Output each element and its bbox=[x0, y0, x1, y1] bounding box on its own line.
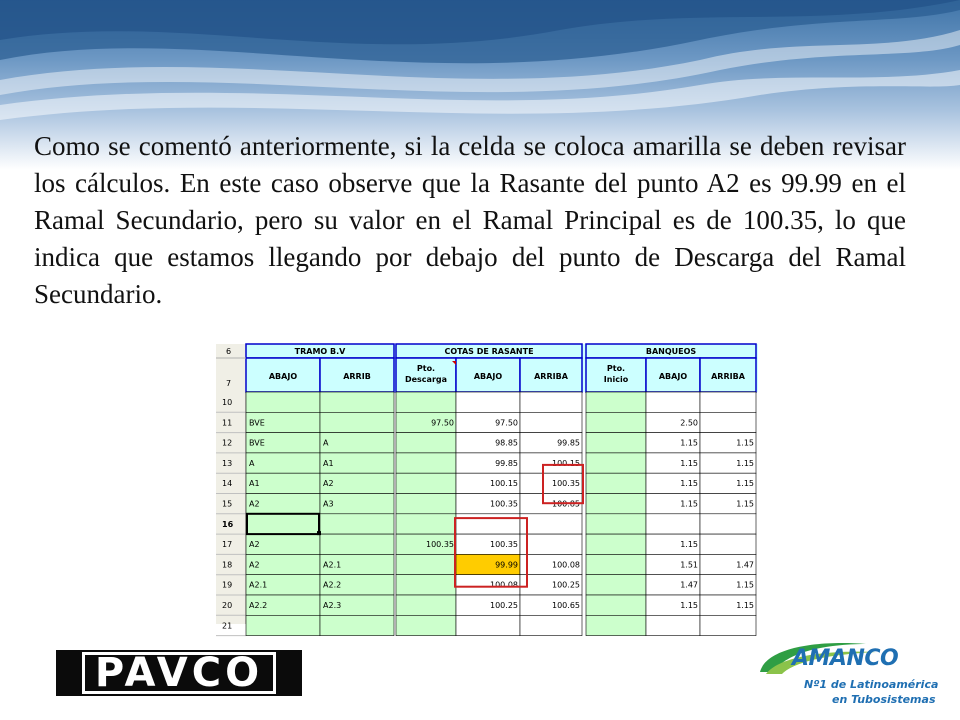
cell-value: A2 bbox=[249, 499, 260, 509]
spreadsheet-grid bbox=[216, 344, 758, 631]
table-cell bbox=[396, 453, 456, 473]
table-cell bbox=[520, 514, 582, 534]
header-label: Descarga bbox=[404, 375, 448, 384]
cell-value: A1 bbox=[323, 458, 334, 468]
row-number: 15 bbox=[222, 499, 233, 509]
table-cell bbox=[520, 392, 582, 412]
cell-value: 100.15 bbox=[552, 458, 580, 468]
cell-value: A2.1 bbox=[249, 580, 268, 590]
header-label: Pto. bbox=[416, 364, 436, 373]
cell-value: 1.15 bbox=[680, 601, 698, 610]
table-cell bbox=[520, 534, 582, 554]
table-cell bbox=[586, 615, 646, 635]
table-cell bbox=[586, 473, 646, 493]
table-cell bbox=[520, 615, 582, 635]
header-label: ARRIBA bbox=[534, 372, 568, 381]
header-group-label: TRAMO B.V bbox=[294, 347, 346, 356]
row-number: 17 bbox=[222, 540, 233, 550]
cell-value: 1.15 bbox=[736, 479, 754, 489]
row-number: 19 bbox=[222, 580, 233, 590]
cell-value: 1.15 bbox=[680, 438, 698, 448]
pavco-logo bbox=[56, 650, 302, 696]
table-cell bbox=[320, 534, 394, 554]
header-group-label: BANQUEOS bbox=[645, 347, 697, 356]
cell-value: A2 bbox=[323, 479, 334, 489]
cell-value: 1.15 bbox=[680, 458, 698, 468]
table-cell bbox=[246, 392, 320, 412]
cell-value: 100.85 bbox=[552, 499, 580, 509]
row-number: 16 bbox=[222, 519, 234, 529]
cell-value: 100.35 bbox=[426, 540, 454, 550]
cell-value: A2.2 bbox=[323, 580, 342, 590]
cell-value: 1.15 bbox=[736, 580, 754, 590]
table-cell bbox=[320, 514, 394, 534]
cell-value: 99.99 bbox=[495, 560, 518, 570]
table-cell bbox=[456, 615, 520, 635]
table-cell bbox=[700, 534, 756, 554]
amanco-tagline-1: Nº1 de Latinoamérica bbox=[804, 678, 939, 691]
cell-value: 100.08 bbox=[552, 560, 580, 570]
cell-value: A2.1 bbox=[323, 560, 342, 570]
cell-value: 1.15 bbox=[680, 499, 698, 509]
header-group-label: COTAS DE RASANTE bbox=[444, 347, 534, 356]
table-cell bbox=[396, 473, 456, 493]
fill-handle-icon bbox=[317, 531, 321, 535]
row-number: 20 bbox=[222, 601, 233, 610]
table-cell bbox=[320, 615, 394, 635]
table-cell bbox=[700, 412, 756, 432]
table-cell bbox=[396, 494, 456, 514]
table-cell bbox=[586, 534, 646, 554]
amanco-tagline-2: en Tubosistemas bbox=[832, 693, 936, 706]
table-cell bbox=[396, 554, 456, 574]
header-label: Pto. bbox=[606, 364, 626, 373]
table-cell bbox=[700, 615, 756, 635]
table-cell bbox=[586, 494, 646, 514]
table-cell bbox=[646, 392, 700, 412]
cell-value: 100.35 bbox=[490, 499, 518, 509]
row-number: 18 bbox=[222, 560, 233, 570]
cell-value: A bbox=[249, 458, 255, 468]
table-cell bbox=[396, 433, 456, 453]
header-label: ARRIBA bbox=[711, 372, 745, 381]
header-label: ARRIB bbox=[343, 372, 371, 381]
table-cell bbox=[586, 453, 646, 473]
table-cell bbox=[700, 392, 756, 412]
row-number: 10 bbox=[222, 398, 233, 407]
cell-value: 1.15 bbox=[680, 479, 698, 489]
cell-value: 100.15 bbox=[490, 479, 518, 489]
cell-value: 97.50 bbox=[495, 418, 518, 428]
cell-value: 1.15 bbox=[736, 438, 754, 448]
spreadsheet-screenshot bbox=[216, 344, 758, 631]
cell-value: 1.15 bbox=[680, 540, 698, 550]
table-cell bbox=[246, 514, 320, 534]
amanco-logo bbox=[756, 638, 946, 718]
cell-value: 1.47 bbox=[736, 560, 754, 570]
table-cell bbox=[586, 412, 646, 432]
table-cell bbox=[456, 392, 520, 412]
table-cell bbox=[520, 412, 582, 432]
cell-value: BVE bbox=[249, 418, 265, 428]
table-cell bbox=[586, 595, 646, 615]
cell-value: 100.35 bbox=[552, 479, 580, 489]
cell-value: A2.3 bbox=[323, 601, 342, 610]
cell-value: 97.50 bbox=[431, 418, 454, 428]
cell-value: 100.25 bbox=[552, 580, 580, 590]
cell-value: A1 bbox=[249, 479, 260, 489]
table-cell bbox=[646, 615, 700, 635]
table-cell bbox=[396, 575, 456, 595]
header-label: Inicio bbox=[603, 375, 629, 384]
table-cell bbox=[646, 514, 700, 534]
cell-value: 100.25 bbox=[490, 601, 518, 610]
row-number: 13 bbox=[222, 458, 233, 468]
row-number: 14 bbox=[222, 479, 233, 489]
cell-value: 99.85 bbox=[557, 438, 580, 448]
cell-value: A2 bbox=[249, 540, 260, 550]
table-cell bbox=[586, 433, 646, 453]
cell-value: 1.15 bbox=[736, 601, 754, 610]
table-cell bbox=[586, 392, 646, 412]
row-number: 7 bbox=[226, 379, 232, 388]
amanco-logo-text: AMANCO bbox=[792, 646, 899, 671]
table-cell bbox=[320, 433, 394, 453]
table-cell bbox=[586, 554, 646, 574]
table-cell bbox=[586, 514, 646, 534]
table-cell bbox=[396, 514, 456, 534]
row-number: 21 bbox=[222, 621, 233, 631]
row-number: 12 bbox=[222, 438, 233, 448]
pavco-logo-text: PAVCO bbox=[82, 652, 276, 694]
table-cell bbox=[320, 392, 394, 412]
table-cell bbox=[586, 575, 646, 595]
row-number: 11 bbox=[222, 418, 233, 428]
table-cell bbox=[396, 392, 456, 412]
header-label: ABAJO bbox=[268, 372, 298, 381]
table-cell bbox=[320, 412, 394, 432]
cell-value: 100.35 bbox=[490, 540, 518, 550]
table-cell bbox=[700, 514, 756, 534]
cell-value: BVE bbox=[249, 438, 265, 448]
table-cell bbox=[456, 514, 520, 534]
table-cell bbox=[396, 615, 456, 635]
cell-value: 98.85 bbox=[495, 438, 518, 448]
table-cell bbox=[246, 453, 320, 473]
cell-value: A bbox=[323, 438, 329, 448]
table-cell bbox=[396, 595, 456, 615]
cell-value: 2.50 bbox=[680, 418, 698, 428]
cell-value: 1.15 bbox=[736, 499, 754, 509]
header-label: ABAJO bbox=[658, 372, 688, 381]
table-cell bbox=[246, 615, 320, 635]
cell-value: 100.65 bbox=[552, 601, 580, 610]
cell-value: 99.85 bbox=[495, 458, 518, 468]
explanation-paragraph: Como se comentó anteriormente, si la celda se coloca amarilla se deben revisar los cálculos. En este caso observe que la Rasante del punto A2 es 99.99 en el Ramal Secundario, pero su valor en el Ramal Principal es de 100.35, lo que indica que estamos llegando por debajo del punto de Descarga del Ramal Secundario. bbox=[34, 131, 906, 309]
cell-value: 100.08 bbox=[490, 580, 518, 590]
cell-value: A2.2 bbox=[249, 601, 268, 610]
row-number: 6 bbox=[226, 347, 232, 356]
cell-value: 1.47 bbox=[680, 580, 698, 590]
cell-value: A2 bbox=[249, 560, 260, 570]
cell-value: 1.51 bbox=[680, 560, 698, 570]
header-label: ABAJO bbox=[473, 372, 503, 381]
cell-value: 1.15 bbox=[736, 458, 754, 468]
cell-value: A3 bbox=[323, 499, 334, 509]
